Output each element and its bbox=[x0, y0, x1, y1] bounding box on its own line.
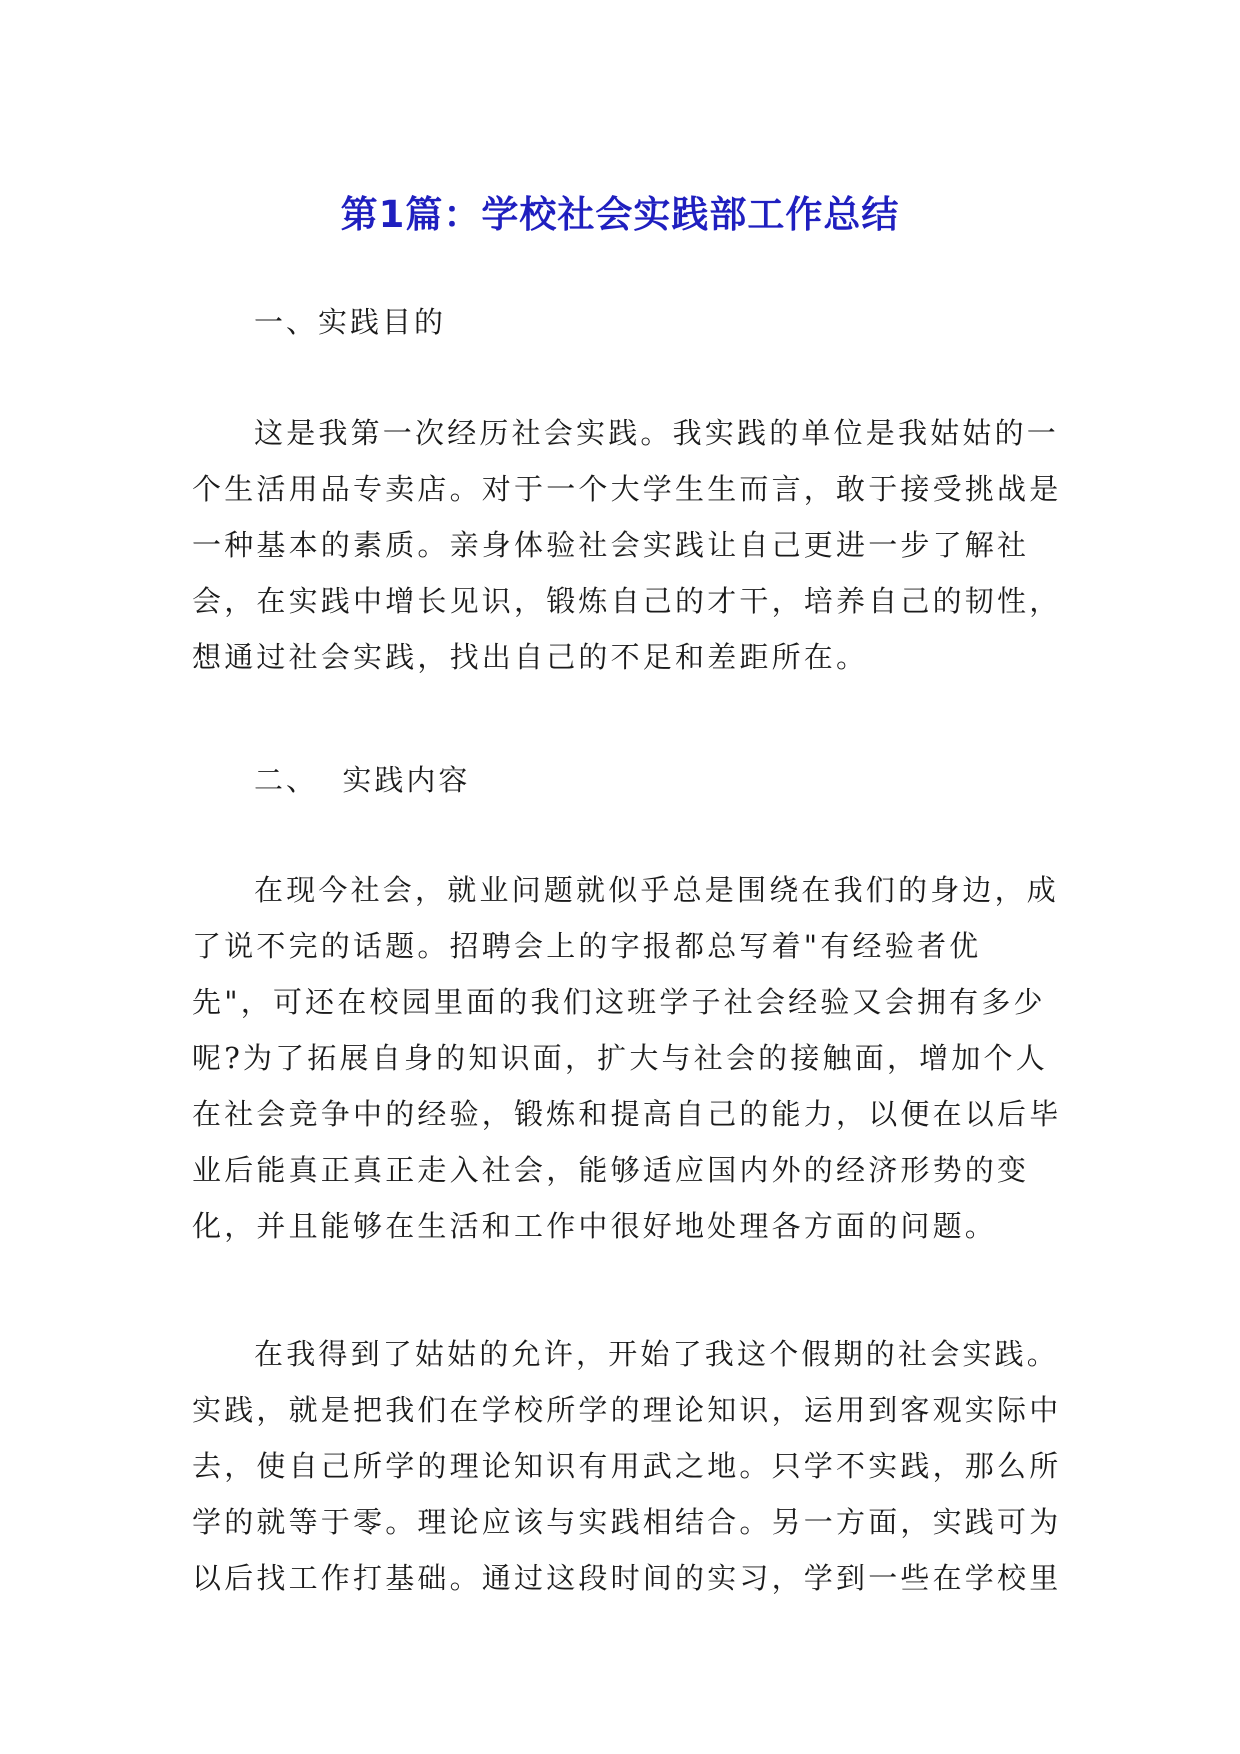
paragraph-content-1: 在现今社会，就业问题就似乎总是围绕在我们的身边，成了说不完的话题。招聘会上的字报都总写着"有经验者优先"，可还在校园里面的我们这班学子社会经验又会拥有多少呢?为了拓展自身的知识面，扩大与社会的接触面，增加个人在社会竞争中的经验，锻炼和提高自己的能力，以便在以后毕业后能真正真正走入社会，能够适应国内外的经济形势的变化，并且能够在生活和工作中很好地处理各方面的问题。 bbox=[192, 873, 1062, 1243]
section-heading-content: 二、 实践内容 bbox=[254, 763, 471, 797]
paragraph-content-2: 在我得到了姑姑的允许，开始了我这个假期的社会实践。实践，就是把我们在学校所学的理论知识，运用到客观实际中去，使自己所学的理论知识有用武之地。只学不实践，那么所学的就等于零。理论应该与实践相结合。另一方面，实践可为以后找工作打基础。通过这段时间的实习，学到一些在学校里 bbox=[192, 1337, 1062, 1595]
section-heading-purpose: 一、实践目的 bbox=[254, 305, 447, 339]
paragraph-purpose: 这是我第一次经历社会实践。我实践的单位是我姑姑的一个生活用品专卖店。对于一个大学生生而言，敢于接受挑战是一种基本的素质。亲身体验社会实践让自己更进一步了解社会，在实践中增长见识，锻炼自己的才干，培养自己的韧性，想通过社会实践，找出自己的不足和差距所在。 bbox=[192, 416, 1062, 674]
document-title: 第1篇：学校社会实践部工作总结 bbox=[340, 192, 900, 236]
